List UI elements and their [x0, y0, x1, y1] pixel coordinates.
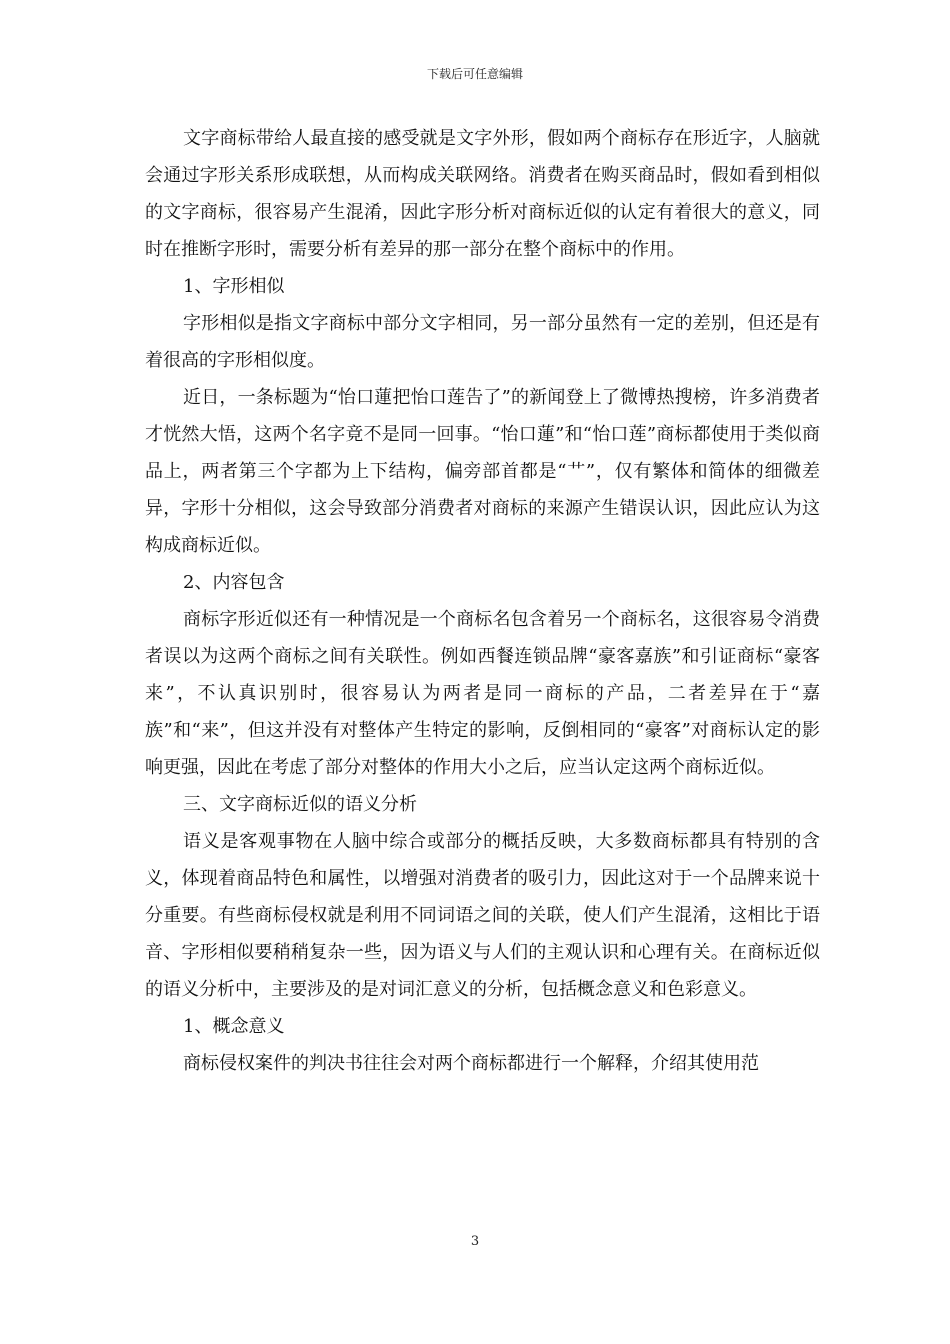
heading-semantic-analysis: 三、文字商标近似的语义分析	[183, 794, 417, 815]
paragraph-conceptual-meaning: 商标侵权案件的判决书往往会对两个商标都进行一个解释，介绍其使用范	[183, 1053, 759, 1074]
paragraph-glyph-similarity-definition: 字形相似是指文字商标中部分文字相同，另一部分虽然有一定的差别，但还是有着很高的字形相似度。	[145, 313, 820, 371]
document-body	[145, 120, 820, 1082]
heading-content-inclusion: 2、内容包含	[183, 572, 285, 593]
paragraph-semantic-analysis: 语义是客观事物在人脑中综合或部分的概括反映，大多数商标都具有特别的含义，体现着商品特色和属性，以增强对消费者的吸引力，因此这对于一个品牌来说十分重要。有些商标侵权就是利用不同词语之间的关联，使人们产生混淆，这相比于语音、字形相似要稍稍复杂一些，因为语义与人们的主观认识和心理有关。在商标近似的语义分析中，主要涉及的是对词汇意义的分析，包括概念意义和色彩意义。	[145, 831, 820, 1000]
paragraph-haokelai-case: 商标字形近似还有一种情况是一个商标名包含着另一个商标名，这很容易令消费者误以为这两个商标之间有关联性。例如西餐连锁品牌“豪客嘉族”和引证商标“豪客来”，不认真识别时，很容易认为两者是同一商标的产品，二者差异在于“嘉族”和“来”，但这并没有对整体产生特定的影响，反倒相同的“豪客”对商标认定的影响更强，因此在考虑了部分对整体的作用大小之后，应当认定这两个商标近似。	[145, 609, 820, 778]
paragraph-yikoulian-case: 近日，一条标题为“怡口蓮把怡口莲告了”的新闻登上了微博热搜榜，许多消费者才恍然大悟，这两个名字竟不是同一回事。“怡口蓮”和“怡口莲”商标都使用于类似商品上，两者第三个字都为上下结构，偏旁部首都是“艹”，仅有繁体和简体的细微差异，字形十分相似，这会导致部分消费者对商标的来源产生错误认识，因此应认为这构成商标近似。	[145, 387, 820, 556]
page-header-note: 下载后可任意编辑	[426, 67, 523, 81]
heading-conceptual-meaning: 1、概念意义	[183, 1016, 285, 1037]
paragraph-glyph-form-intro: 文字商标带给人最直接的感受就是文字外形，假如两个商标存在形近字，人脑就会通过字形关系形成联想，从而构成关联网络。消费者在购买商品时，假如看到相似的文字商标，很容易产生混淆，因此字形分析对商标近似的认定有着很大的意义，同时在推断字形时，需要分析有差异的那一部分在整个商标中的作用。	[145, 128, 820, 260]
page-number: 3	[470, 1234, 480, 1249]
heading-glyph-similarity: 1、字形相似	[183, 276, 285, 297]
